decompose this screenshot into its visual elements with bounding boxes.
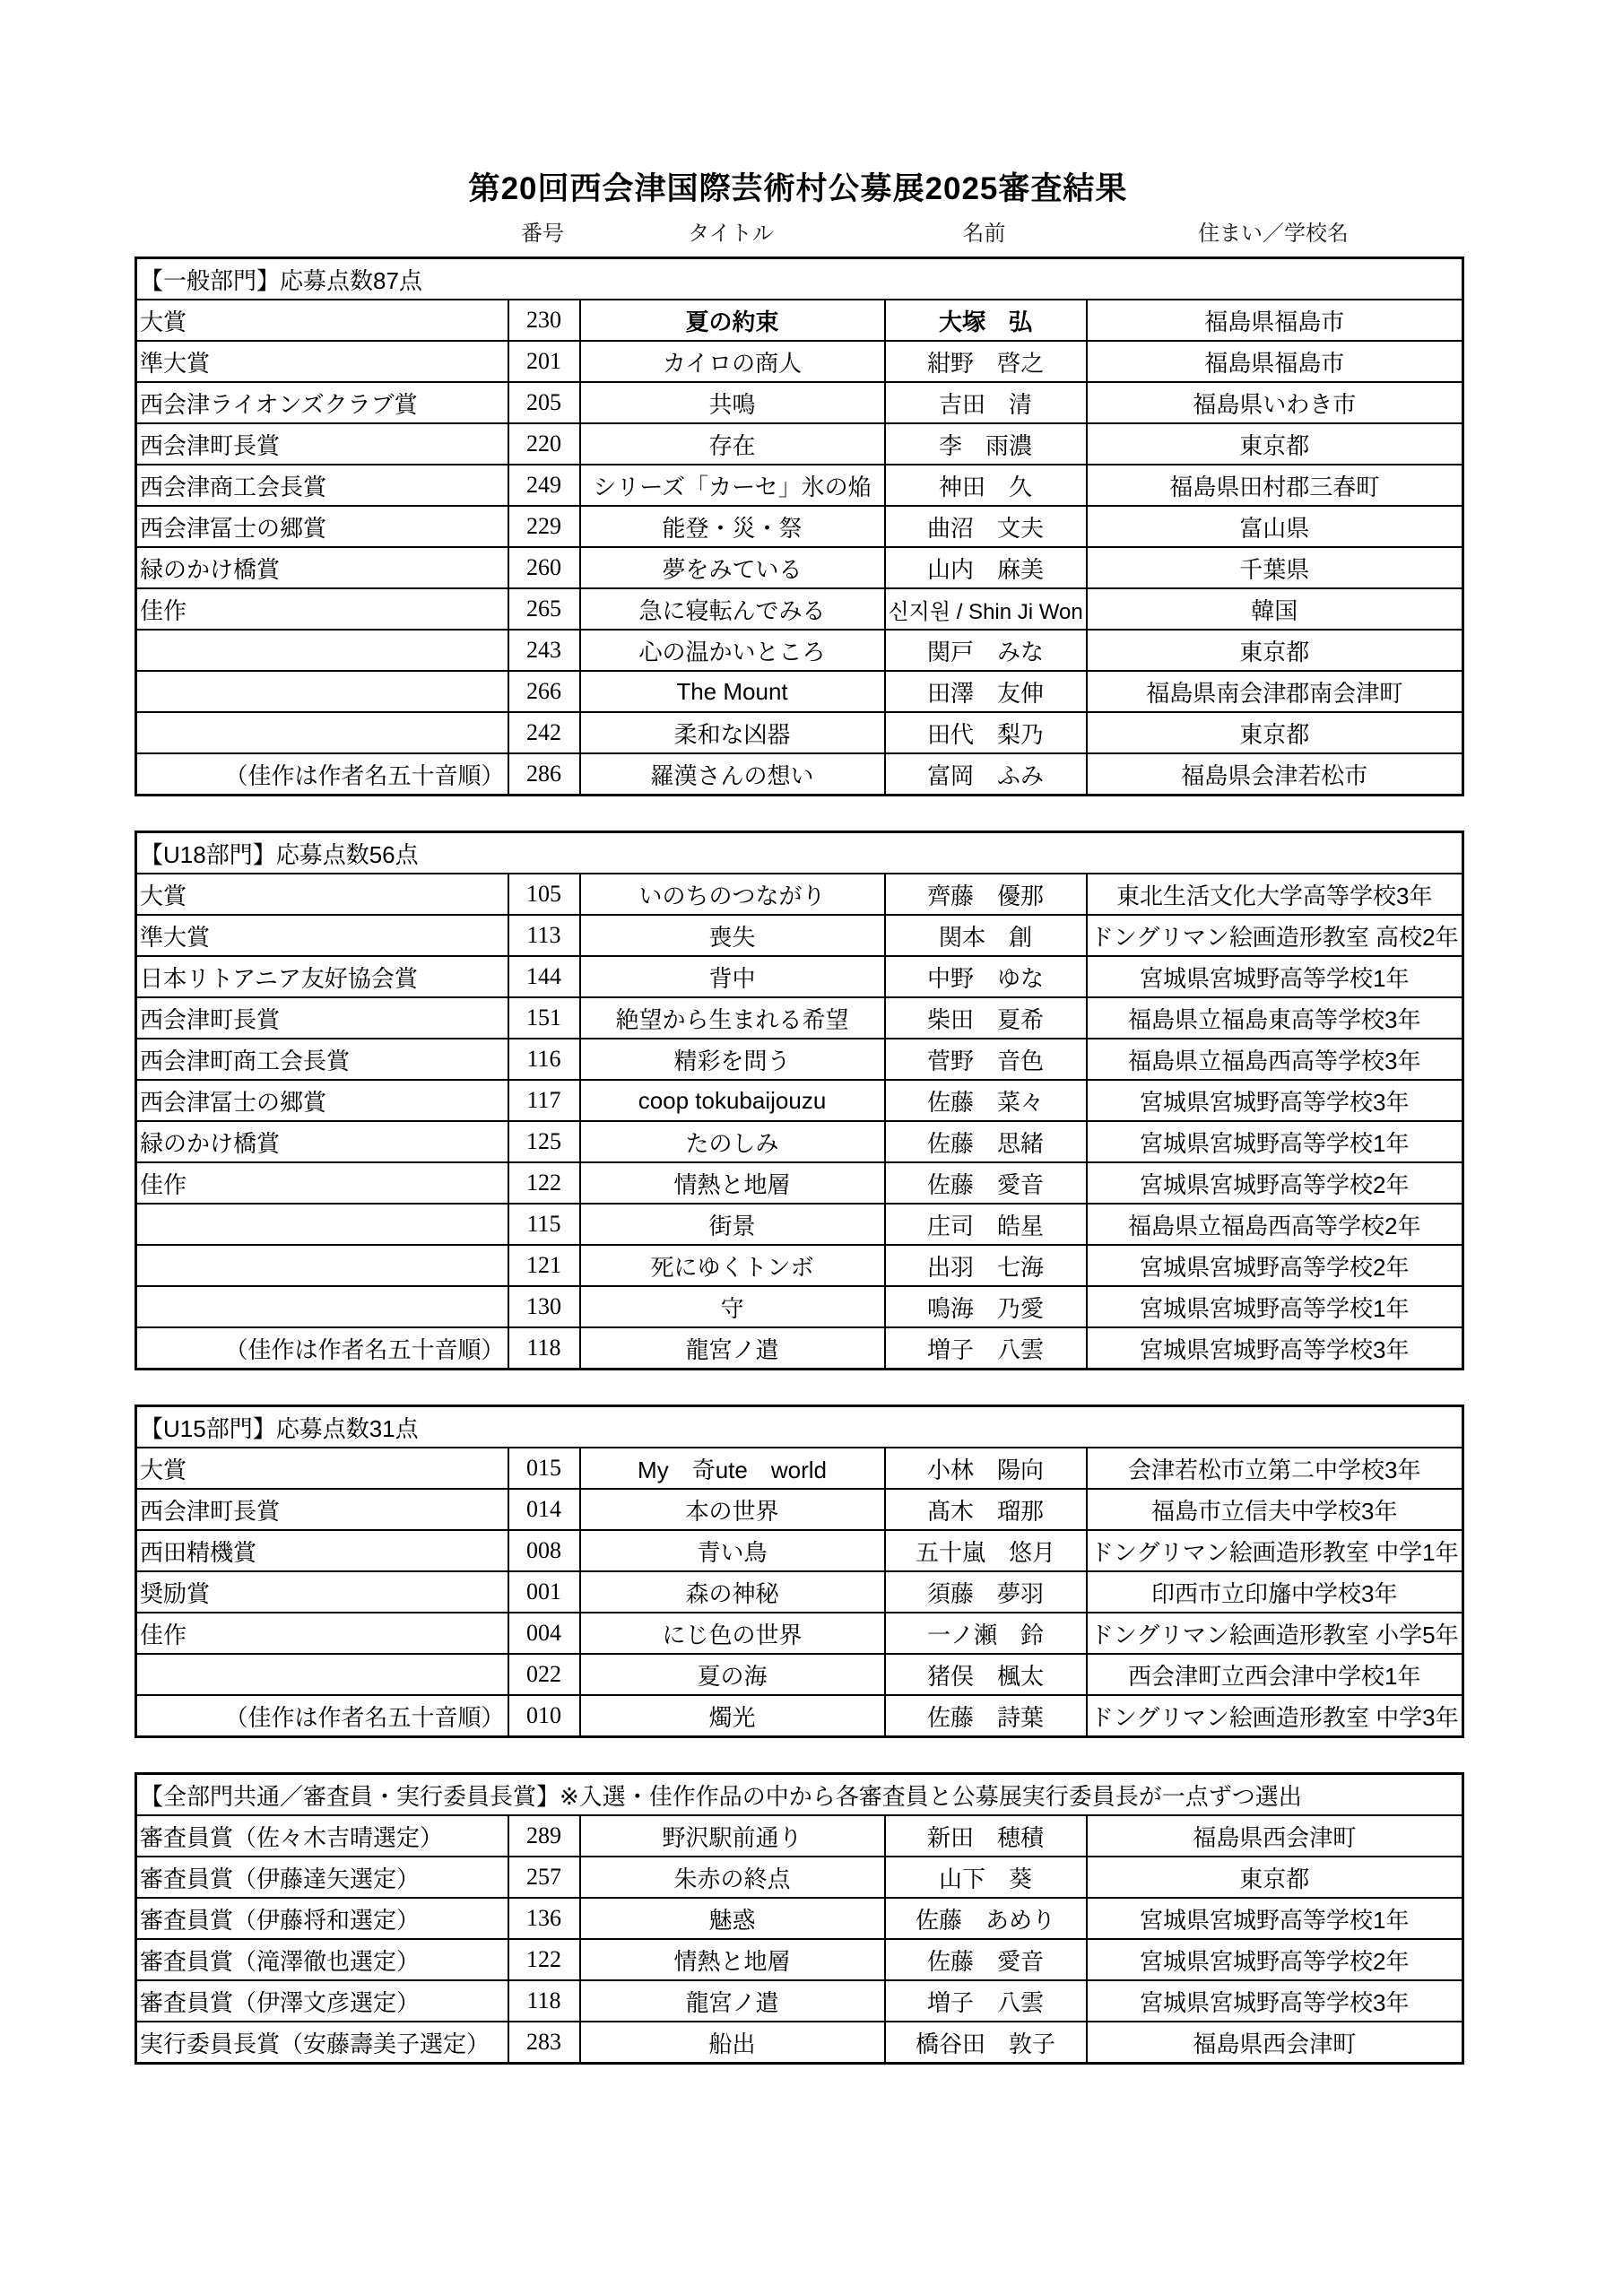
table-row — [136, 547, 1463, 588]
artwork-title-cell: The Mount — [580, 671, 885, 712]
artwork-title-cell: 守 — [580, 1286, 885, 1327]
artwork-title-cell: 絶望から生まれる希望 — [580, 997, 885, 1039]
artwork-title-cell: シリーズ「カーセ」氷の焔 — [580, 465, 885, 506]
artist-name-cell: 田代 梨乃 — [885, 712, 1087, 753]
entry-number-cell: 266 — [508, 671, 580, 712]
artwork-title-cell: 存在 — [580, 423, 885, 465]
award-cell: 緑のかけ橋賞 — [136, 547, 508, 588]
address-school-cell: 宮城県宮城野高等学校1年 — [1087, 1121, 1463, 1162]
address-school-cell: 宮城県宮城野高等学校2年 — [1087, 1162, 1463, 1204]
award-cell — [136, 1204, 508, 1245]
address-school-cell: 宮城県宮城野高等学校3年 — [1087, 1080, 1463, 1121]
entry-number-cell: 286 — [508, 753, 580, 796]
artist-name-cell: 小林 陽向 — [885, 1448, 1087, 1489]
artwork-title-cell: 青い鳥 — [580, 1530, 885, 1571]
artist-name-cell: 五十嵐 悠月 — [885, 1530, 1087, 1571]
award-cell: （佳作は作者名五十音順） — [136, 1327, 508, 1370]
entry-number-cell: 205 — [508, 382, 580, 423]
entry-number-cell: 010 — [508, 1695, 580, 1737]
table-row — [136, 915, 1463, 956]
table-row — [136, 1613, 1463, 1654]
artwork-title-cell: 羅漢さんの想い — [580, 753, 885, 796]
artist-name-cell: 山内 麻美 — [885, 547, 1087, 588]
entry-number-cell: 117 — [508, 1080, 580, 1121]
award-cell: 西会津町長賞 — [136, 423, 508, 465]
artwork-title-cell: My 奇ute world — [580, 1448, 885, 1489]
address-school-cell: 福島県福島市 — [1087, 300, 1463, 341]
address-school-cell: ドングリマン絵画造形教室 中学3年 — [1087, 1695, 1463, 1737]
artist-name-cell: 関戸 みな — [885, 630, 1087, 671]
award-cell — [136, 1654, 508, 1695]
table-row — [136, 1121, 1463, 1162]
award-cell: 審査員賞（滝澤徹也選定） — [136, 1939, 508, 1980]
address-school-cell: 富山県 — [1087, 506, 1463, 547]
artist-name-cell: 猪俣 楓太 — [885, 1654, 1087, 1695]
table-row — [136, 588, 1463, 630]
table-row — [136, 1654, 1463, 1695]
artist-name-cell: 出羽 七海 — [885, 1245, 1087, 1286]
artwork-title-cell: 夢をみている — [580, 547, 885, 588]
entry-number-cell: 115 — [508, 1204, 580, 1245]
artwork-title-cell: 情熱と地層 — [580, 1162, 885, 1204]
entry-number-cell: 004 — [508, 1613, 580, 1654]
award-cell: 準大賞 — [136, 915, 508, 956]
table-row — [136, 506, 1463, 547]
artwork-title-cell: 心の温かいところ — [580, 630, 885, 671]
artwork-title-cell: 能登・災・祭 — [580, 506, 885, 547]
award-cell: 西会津冨士の郷賞 — [136, 506, 508, 547]
entry-number-cell: 105 — [508, 874, 580, 915]
award-cell: 日本リトアニア友好協会賞 — [136, 956, 508, 997]
address-school-cell: 福島県西会津町 — [1087, 2022, 1463, 2064]
artwork-title-cell: 柔和な凶器 — [580, 712, 885, 753]
award-cell: 大賞 — [136, 874, 508, 915]
entry-number-cell: 265 — [508, 588, 580, 630]
artist-name-cell: 富岡 ふみ — [885, 753, 1087, 796]
artist-name-cell: 髙木 瑠那 — [885, 1489, 1087, 1530]
address-school-cell: 印西市立印旛中学校3年 — [1087, 1571, 1463, 1613]
address-school-cell: 東京都 — [1087, 423, 1463, 465]
address-school-cell: 福島市立信夫中学校3年 — [1087, 1489, 1463, 1530]
artwork-title-cell: 背中 — [580, 956, 885, 997]
section-header-row — [136, 832, 1463, 874]
artwork-title-cell: 朱赤の終点 — [580, 1857, 885, 1898]
artwork-title-cell: にじ色の世界 — [580, 1613, 885, 1654]
artwork-title-cell: 死にゆくトンボ — [580, 1245, 885, 1286]
entry-number-cell: 230 — [508, 300, 580, 341]
section-header-row — [136, 1406, 1463, 1448]
address-school-cell: 宮城県宮城野高等学校1年 — [1087, 1286, 1463, 1327]
entry-number-cell: 008 — [508, 1530, 580, 1571]
entry-number-cell: 201 — [508, 341, 580, 382]
artist-name-cell: 佐藤 菜々 — [885, 1080, 1087, 1121]
artwork-title-cell: 魅惑 — [580, 1898, 885, 1939]
artist-name-cell: 神田 久 — [885, 465, 1087, 506]
table-row — [136, 1980, 1463, 2022]
entry-number-cell: 260 — [508, 547, 580, 588]
award-cell: 西会津商工会長賞 — [136, 465, 508, 506]
artwork-title-cell: 森の神秘 — [580, 1571, 885, 1613]
award-cell: 西会津町長賞 — [136, 997, 508, 1039]
artwork-title-cell: カイロの商人 — [580, 341, 885, 382]
address-school-cell: 福島県田村郡三春町 — [1087, 465, 1463, 506]
entry-number-cell: 121 — [508, 1245, 580, 1286]
results-table — [135, 1405, 1464, 1738]
entry-number-cell: 001 — [508, 1571, 580, 1613]
artist-name-cell: 新田 穂積 — [885, 1815, 1087, 1857]
award-cell: 西田精機賞 — [136, 1530, 508, 1571]
table-row — [136, 956, 1463, 997]
table-row — [136, 997, 1463, 1039]
address-school-cell: 東北生活文化大学高等学校3年 — [1087, 874, 1463, 915]
award-cell: （佳作は作者名五十音順） — [136, 753, 508, 796]
address-school-cell: 韓国 — [1087, 588, 1463, 630]
address-school-cell: 福島県南会津郡南会津町 — [1087, 671, 1463, 712]
award-cell: 準大賞 — [136, 341, 508, 382]
table-row — [136, 1286, 1463, 1327]
entry-number-cell: 257 — [508, 1857, 580, 1898]
table-row — [136, 1530, 1463, 1571]
address-school-cell: 千葉県 — [1087, 547, 1463, 588]
artwork-title-cell: 燭光 — [580, 1695, 885, 1737]
artist-name-cell: 庄司 皓星 — [885, 1204, 1087, 1245]
artist-name-cell: 関本 創 — [885, 915, 1087, 956]
section-header-row — [136, 1774, 1463, 1816]
entry-number-cell: 125 — [508, 1121, 580, 1162]
artist-name-cell: 佐藤 詩葉 — [885, 1695, 1087, 1737]
artist-name-cell: 大塚 弘 — [885, 300, 1087, 341]
table-row — [136, 1571, 1463, 1613]
artwork-title-cell: 夏の海 — [580, 1654, 885, 1695]
award-cell: 審査員賞（伊藤将和選定） — [136, 1898, 508, 1939]
artwork-title-cell: 急に寝転んでみる — [580, 588, 885, 630]
column-header-row — [135, 219, 1462, 249]
table-row — [136, 1080, 1463, 1121]
page-title: 第20回西会津国際芸術村公募展2025審査結果 — [468, 171, 1128, 206]
address-school-cell: 宮城県宮城野高等学校2年 — [1087, 1245, 1463, 1286]
award-cell: 奨励賞 — [136, 1571, 508, 1613]
award-cell: 佳作 — [136, 1162, 508, 1204]
address-school-cell: 福島県会津若松市 — [1087, 753, 1463, 796]
award-cell: 大賞 — [136, 1448, 508, 1489]
table-row — [136, 1448, 1463, 1489]
entry-number-cell: 015 — [508, 1448, 580, 1489]
artwork-title-cell: たのしみ — [580, 1121, 885, 1162]
artwork-title-cell: 船出 — [580, 2022, 885, 2064]
address-school-cell: 宮城県宮城野高等学校1年 — [1087, 956, 1463, 997]
award-cell — [136, 671, 508, 712]
section-header-row — [136, 258, 1463, 300]
award-cell: （佳作は作者名五十音順） — [136, 1695, 508, 1737]
address-school-cell: 東京都 — [1087, 712, 1463, 753]
address-school-cell: 福島県立福島西高等学校3年 — [1087, 1039, 1463, 1080]
entry-number-cell: 014 — [508, 1489, 580, 1530]
table-row — [136, 1815, 1463, 1857]
award-cell: 審査員賞（伊藤達矢選定） — [136, 1857, 508, 1898]
artist-name-cell: 一ノ瀬 鈴 — [885, 1613, 1087, 1654]
column-header-artwork-title: タイトル — [688, 222, 774, 246]
table-row — [136, 465, 1463, 506]
column-header-number: 番号 — [521, 222, 564, 246]
address-school-cell: 宮城県宮城野高等学校3年 — [1087, 1980, 1463, 2022]
section-header: 【U18部門】応募点数56点 — [136, 832, 1463, 874]
artist-name-cell: 佐藤 思緒 — [885, 1121, 1087, 1162]
artwork-title-cell: 喪失 — [580, 915, 885, 956]
entry-number-cell: 136 — [508, 1898, 580, 1939]
award-cell: 西会津町長賞 — [136, 1489, 508, 1530]
award-cell: 佳作 — [136, 1613, 508, 1654]
section-header: 【全部門共通／審査員・実行委員長賞】※入選・佳作作品の中から各審査員と公募展実行委員長が一点ずつ選出 — [136, 1774, 1463, 1816]
entry-number-cell: 151 — [508, 997, 580, 1039]
entry-number-cell: 122 — [508, 1939, 580, 1980]
entry-number-cell: 229 — [508, 506, 580, 547]
document-page — [135, 0, 1462, 2065]
entry-number-cell: 118 — [508, 1327, 580, 1370]
address-school-cell: 福島県西会津町 — [1087, 1815, 1463, 1857]
award-cell: 佳作 — [136, 588, 508, 630]
address-school-cell: 宮城県宮城野高等学校1年 — [1087, 1898, 1463, 1939]
award-cell: 緑のかけ橋賞 — [136, 1121, 508, 1162]
table-row — [136, 423, 1463, 465]
address-school-cell: 宮城県宮城野高等学校2年 — [1087, 1939, 1463, 1980]
table-row — [136, 1162, 1463, 1204]
artist-name-cell: 増子 八雲 — [885, 1327, 1087, 1370]
artist-name-cell: 山下 葵 — [885, 1857, 1087, 1898]
address-school-cell: 会津若松市立第二中学校3年 — [1087, 1448, 1463, 1489]
entry-number-cell: 022 — [508, 1654, 580, 1695]
entry-number-cell: 249 — [508, 465, 580, 506]
award-cell: 大賞 — [136, 300, 508, 341]
section-header: 【一般部門】応募点数87点 — [136, 258, 1463, 300]
award-cell: 審査員賞（佐々木吉晴選定） — [136, 1815, 508, 1857]
entry-number-cell: 144 — [508, 956, 580, 997]
section-header: 【U15部門】応募点数31点 — [136, 1406, 1463, 1448]
entry-number-cell: 243 — [508, 630, 580, 671]
artist-name-cell: 吉田 清 — [885, 382, 1087, 423]
results-table — [135, 831, 1464, 1370]
artist-name-cell: 佐藤 愛音 — [885, 1162, 1087, 1204]
sections — [135, 257, 1462, 2065]
table-row — [136, 1695, 1463, 1737]
address-school-cell: 福島県福島市 — [1087, 341, 1463, 382]
artist-name-cell: 신지원 / Shin Ji Won — [885, 588, 1087, 630]
artwork-title-cell: いのちのつながり — [580, 874, 885, 915]
entry-number-cell: 118 — [508, 1980, 580, 2022]
entry-number-cell: 289 — [508, 1815, 580, 1857]
table-row — [136, 1939, 1463, 1980]
award-cell: 西会津ライオンズクラブ賞 — [136, 382, 508, 423]
results-table — [135, 1772, 1464, 2065]
artist-name-cell: 紺野 啓之 — [885, 341, 1087, 382]
address-school-cell: 西会津町立西会津中学校1年 — [1087, 1654, 1463, 1695]
table-row — [136, 712, 1463, 753]
table-row — [136, 1898, 1463, 1939]
artist-name-cell: 佐藤 あめり — [885, 1898, 1087, 1939]
address-school-cell: 福島県立福島東高等学校3年 — [1087, 997, 1463, 1039]
address-school-cell: 東京都 — [1087, 630, 1463, 671]
artwork-title-cell: 野沢駅前通り — [580, 1815, 885, 1857]
table-row — [136, 382, 1463, 423]
column-header-award — [135, 219, 507, 249]
award-cell: 西会津冨士の郷賞 — [136, 1080, 508, 1121]
address-school-cell: 福島県立福島西高等学校2年 — [1087, 1204, 1463, 1245]
table-row — [136, 1327, 1463, 1370]
entry-number-cell: 122 — [508, 1162, 580, 1204]
award-cell: 西会津町商工会長賞 — [136, 1039, 508, 1080]
table-row — [136, 1245, 1463, 1286]
table-row — [136, 874, 1463, 915]
artist-name-cell: 田澤 友伸 — [885, 671, 1087, 712]
artist-name-cell: 柴田 夏希 — [885, 997, 1087, 1039]
artist-name-cell: 李 雨濃 — [885, 423, 1087, 465]
artist-name-cell: 増子 八雲 — [885, 1980, 1087, 2022]
table-row — [136, 1857, 1463, 1898]
artist-name-cell: 須藤 夢羽 — [885, 1571, 1087, 1613]
artist-name-cell: 菅野 音色 — [885, 1039, 1087, 1080]
table-row — [136, 341, 1463, 382]
table-row — [136, 1039, 1463, 1080]
entry-number-cell: 242 — [508, 712, 580, 753]
column-header-address-school: 住まい／学校名 — [1198, 222, 1349, 246]
results-table — [135, 257, 1464, 796]
artist-name-cell: 齊藤 優那 — [885, 874, 1087, 915]
award-cell — [136, 1286, 508, 1327]
artwork-title-cell: 精彩を問う — [580, 1039, 885, 1080]
artwork-title-cell: 龍宮ノ遣 — [580, 1327, 885, 1370]
address-school-cell: ドングリマン絵画造形教室 小学5年 — [1087, 1613, 1463, 1654]
artist-name-cell: 曲沼 文夫 — [885, 506, 1087, 547]
artwork-title-cell: coop tokubaijouzu — [580, 1080, 885, 1121]
award-cell — [136, 630, 508, 671]
artwork-title-cell: 夏の約束 — [580, 300, 885, 341]
address-school-cell: 宮城県宮城野高等学校3年 — [1087, 1327, 1463, 1370]
artwork-title-cell: 本の世界 — [580, 1489, 885, 1530]
artwork-title-cell: 情熱と地層 — [580, 1939, 885, 1980]
artwork-title-cell: 街景 — [580, 1204, 885, 1245]
table-row — [136, 753, 1463, 796]
award-cell: 実行委員長賞（安藤壽美子選定） — [136, 2022, 508, 2064]
artwork-title-cell: 共鳴 — [580, 382, 885, 423]
entry-number-cell: 116 — [508, 1039, 580, 1080]
table-row — [136, 1489, 1463, 1530]
column-header-name: 名前 — [962, 222, 1006, 246]
award-cell — [136, 712, 508, 753]
address-school-cell: ドングリマン絵画造形教室 高校2年 — [1087, 915, 1463, 956]
artist-name-cell: 鳴海 乃愛 — [885, 1286, 1087, 1327]
address-school-cell: ドングリマン絵画造形教室 中学1年 — [1087, 1530, 1463, 1571]
award-cell — [136, 1245, 508, 1286]
entry-number-cell: 130 — [508, 1286, 580, 1327]
artist-name-cell: 中野 ゆな — [885, 956, 1087, 997]
entry-number-cell: 283 — [508, 2022, 580, 2064]
table-row — [136, 630, 1463, 671]
address-school-cell: 福島県いわき市 — [1087, 382, 1463, 423]
entry-number-cell: 113 — [508, 915, 580, 956]
table-row — [136, 1204, 1463, 1245]
award-cell: 審査員賞（伊澤文彦選定） — [136, 1980, 508, 2022]
table-row — [136, 300, 1463, 341]
table-row — [136, 671, 1463, 712]
artist-name-cell: 橋谷田 敦子 — [885, 2022, 1087, 2064]
address-school-cell: 東京都 — [1087, 1857, 1463, 1898]
table-row — [136, 2022, 1463, 2064]
artist-name-cell: 佐藤 愛音 — [885, 1939, 1087, 1980]
entry-number-cell: 220 — [508, 423, 580, 465]
artwork-title-cell: 龍宮ノ遣 — [580, 1980, 885, 2022]
